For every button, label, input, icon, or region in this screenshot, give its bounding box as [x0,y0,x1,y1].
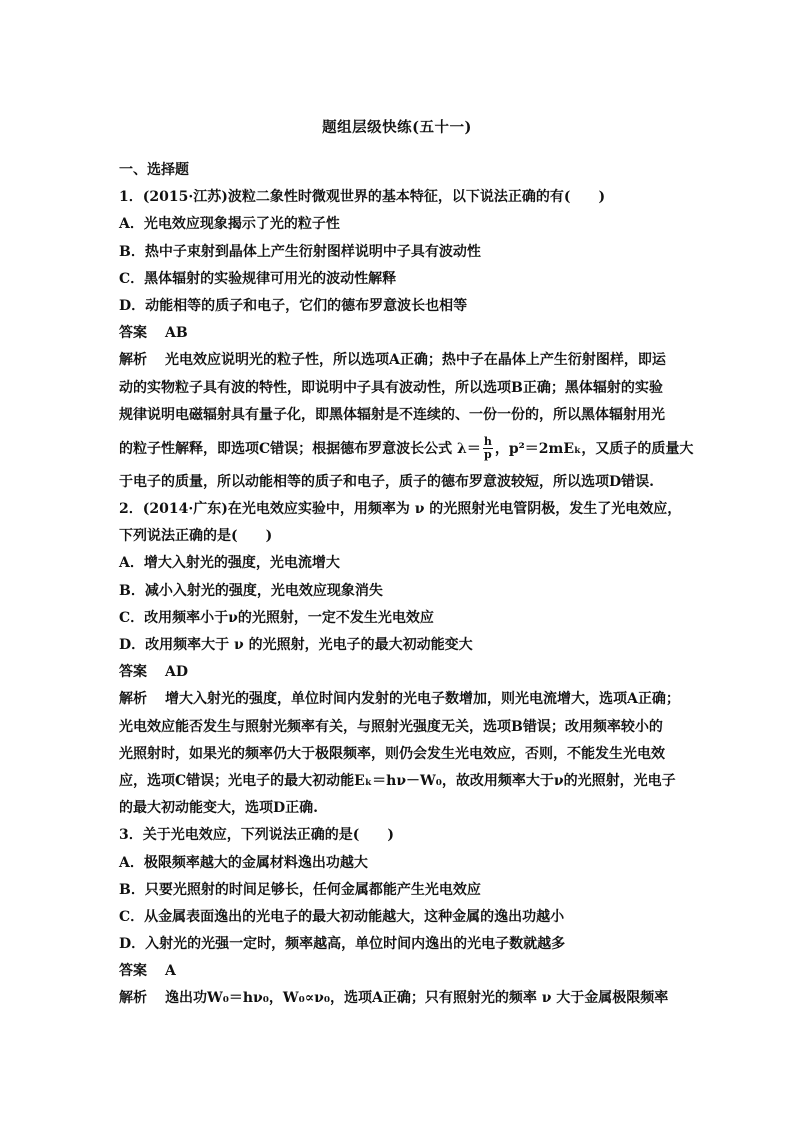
fraction-denominator: p [483,448,492,462]
fraction-h-over-p [483,436,493,461]
option-b: B．热中子束射到晶体上产生衍射图样说明中子具有波动性 [119,243,481,260]
analysis-line: 动的实物粒子具有波的特性，即说明中子具有波动性，所以选项B正确；黑体辐射的实验 [119,379,663,396]
question-stem: 1．(2015·江苏)波粒二象性时微观世界的基本特征，以下说法正确的有( ) [119,189,606,206]
analysis-line [119,686,679,713]
answer-label: 答案 [119,963,147,980]
analysis-line: 应，选项C错误；光电子的最大初动能Eₖ＝hν－W₀，故改用频率大于ν的光照射，光电子 [119,772,676,789]
analysis-line: 于电子的质量，所以动能相等的质子和电子，质子的德布罗意波较短，所以选项D错误. [119,473,655,490]
question-1 [119,184,694,496]
question-2 [119,496,682,822]
option-d: D．入射光的光强一定时，频率越高，单位时间内逸出的光电子数就越多 [119,936,566,953]
question-stem: 2．(2014·广东)在光电效应实验中，用频率为 ν 的光照射光电管阴极，发生了光电效应， [119,501,682,518]
analysis-text: 的粒子性解释，即选项C错误；根据德布罗意波长公式 λ＝ [119,440,481,457]
document-body [119,157,694,1013]
question-stem: 3．关于光电效应，下列说法正确的是( ) [119,827,394,844]
option-b: B．只要光照射的时间足够长，任何金属都能产生光电效应 [119,881,481,898]
option-d: D．改用频率大于 ν 的光照射，光电子的最大初动能变大 [119,637,473,653]
analysis-text: 逸出功W₀＝hν₀，W₀∝ν₀，选项A正确；只有照射光的频率 ν 大于金属极限频率 [165,990,669,1007]
analysis-line [119,985,679,1012]
analysis-line-formula [119,429,694,469]
option-c: C．改用频率小于ν的光照射，一定不发生光电效应 [119,609,434,626]
answer-value: AD [165,664,189,681]
analysis-line: 的最大初动能变大，选项D正确. [119,800,319,817]
analysis-line: 规律说明电磁辐射具有量子化，即黑体辐射是不连续的、一份一份的，所以黑体辐射用光 [119,406,665,423]
analysis-line: 光照射时，如果光的频率仍大于极限频率，则仍会发生光电效应，否则，不能发生光电效 [119,745,665,762]
answer-line [119,659,679,686]
analysis-label: 解析 [119,691,147,708]
option-d: D．动能相等的质子和电子，它们的德布罗意波长也相等 [119,297,468,314]
analysis-text: 光电效应说明光的粒子性，所以选项A正确；热中子在晶体上产生衍射图样，即运 [165,352,666,369]
fraction-numerator: h [483,435,492,449]
answer-line [119,958,679,985]
analysis-text: ，又质子的质量大 [581,440,694,457]
answer-label: 答案 [119,325,147,342]
question-stem-cont: 下列说法正确的是( ) [119,528,273,545]
answer-label: 答案 [119,664,147,681]
option-b: B．减小入射光的强度，光电效应现象消失 [119,582,383,599]
formula-rest: ，p²＝2mEₖ [494,440,582,457]
answer-value: AB [165,325,188,342]
option-a: A．极限频率越大的金属材料逸出功越大 [119,854,368,871]
analysis-line: 光电效应能否发生与照射光频率有关，与照射光强度无关，选项B错误；改用频率较小的 [119,718,663,735]
page-title: 题组层级快练(五十一) [322,119,472,136]
option-a: A．光电效应现象揭示了光的粒子性 [119,216,340,233]
analysis-label: 解析 [119,352,147,369]
analysis-line [119,347,679,374]
option-c: C．黑体辐射的实验规律可用光的波动性解释 [119,270,397,287]
section-heading: 一、选择题 [119,162,189,178]
question-3 [119,822,679,1012]
option-c: C．从金属表面逸出的光电子的最大初动能越大，这种金属的逸出功越小 [119,908,565,925]
option-a: A．增大入射光的强度，光电流增大 [119,555,340,572]
answer-value: A [165,963,176,980]
analysis-label: 解析 [119,990,147,1007]
analysis-text: 增大入射光的强度，单位时间内发射的光电子数增加，则光电流增大，选项A正确； [165,691,680,708]
answer-line [119,320,679,347]
